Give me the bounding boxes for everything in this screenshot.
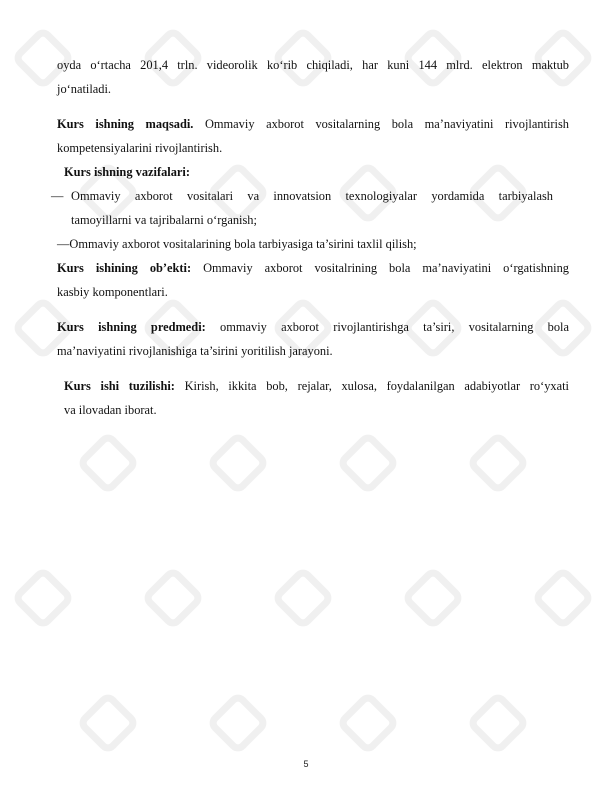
object-text: Ommaviy axborot vositalrining bola ma’naviyatini o‘rgatishning xyxy=(191,261,569,275)
task-text: tamoyillarni va tajribalarni o‘rganish; xyxy=(71,213,257,227)
paragraph-line xyxy=(64,402,157,418)
tasks-heading-line xyxy=(64,164,190,180)
dash-bullet: — xyxy=(51,189,64,203)
object-text: kasbiy komponentlari. xyxy=(57,285,168,299)
subject-text: ommaviy axborot rivojlantirishga ta’siri, vositalarning bola xyxy=(205,320,569,334)
watermark-tile xyxy=(465,430,530,495)
task-text: Ommaviy axborot vositalarining bola tarbiyasiga ta’sirini taxlil qilish; xyxy=(69,237,417,251)
watermark-tile xyxy=(140,565,205,630)
watermark-tile xyxy=(400,565,465,630)
paragraph-line xyxy=(57,343,333,359)
task-text: Ommaviy axborot vositalari va innovatsion texnologiyalar yordamida tarbiyalash xyxy=(71,189,553,203)
page-number: 5 xyxy=(303,759,309,769)
tasks-heading: Kurs ishning vazifalari: xyxy=(64,165,190,179)
watermark-tile xyxy=(75,690,140,755)
paragraph-line xyxy=(57,284,168,300)
goal-heading: Kurs ishning maqsadi. xyxy=(57,117,194,131)
body-text: jo‘natiladi. xyxy=(57,82,112,96)
task-item-line xyxy=(71,188,553,204)
structure-paragraph xyxy=(64,378,569,394)
watermark-tile xyxy=(335,690,400,755)
object-paragraph xyxy=(57,260,569,276)
body-text: oyda o‘rtacha 201,4 trln. videorolik ko‘rib chiqiladi, har kuni 144 mlrd. elektron maktub xyxy=(57,58,569,72)
subject-heading: Kurs ishning predmedi: xyxy=(57,320,206,334)
task-item-line xyxy=(71,212,257,228)
goal-text: Ommaviy axborot vositalarning bola ma’naviyatini rivojlantirish xyxy=(193,117,570,131)
watermark-tile xyxy=(205,690,270,755)
watermark-tile xyxy=(530,565,595,630)
task-item xyxy=(51,188,63,204)
structure-text: va ilovadan iborat. xyxy=(64,403,157,417)
object-heading: Kurs ishining ob’ekti: xyxy=(57,261,192,275)
paragraph-line xyxy=(57,57,569,73)
structure-heading: Kurs ishi tuzilishi: xyxy=(64,379,175,393)
watermark-tile xyxy=(205,430,270,495)
paragraph-line xyxy=(57,81,111,97)
goal-text: kompetensiyalarini rivojlantirish. xyxy=(57,141,223,155)
subject-text: ma’naviyatini rivojlanishiga ta’sirini yoritilish jarayoni. xyxy=(57,344,333,358)
watermark-tile xyxy=(270,565,335,630)
watermark-tile xyxy=(335,430,400,495)
watermark-tile xyxy=(75,430,140,495)
structure-text: Kirish, ikkita bob, rejalar, xulosa, foydalanilgan adabiyotlar ro‘yxati xyxy=(174,379,569,393)
subject-paragraph xyxy=(57,319,569,335)
watermark-tile xyxy=(465,690,530,755)
dash-bullet: — xyxy=(57,237,70,251)
paragraph-line xyxy=(57,140,222,156)
watermark-tile xyxy=(10,565,75,630)
task-item xyxy=(57,236,417,252)
goal-paragraph xyxy=(57,116,569,132)
